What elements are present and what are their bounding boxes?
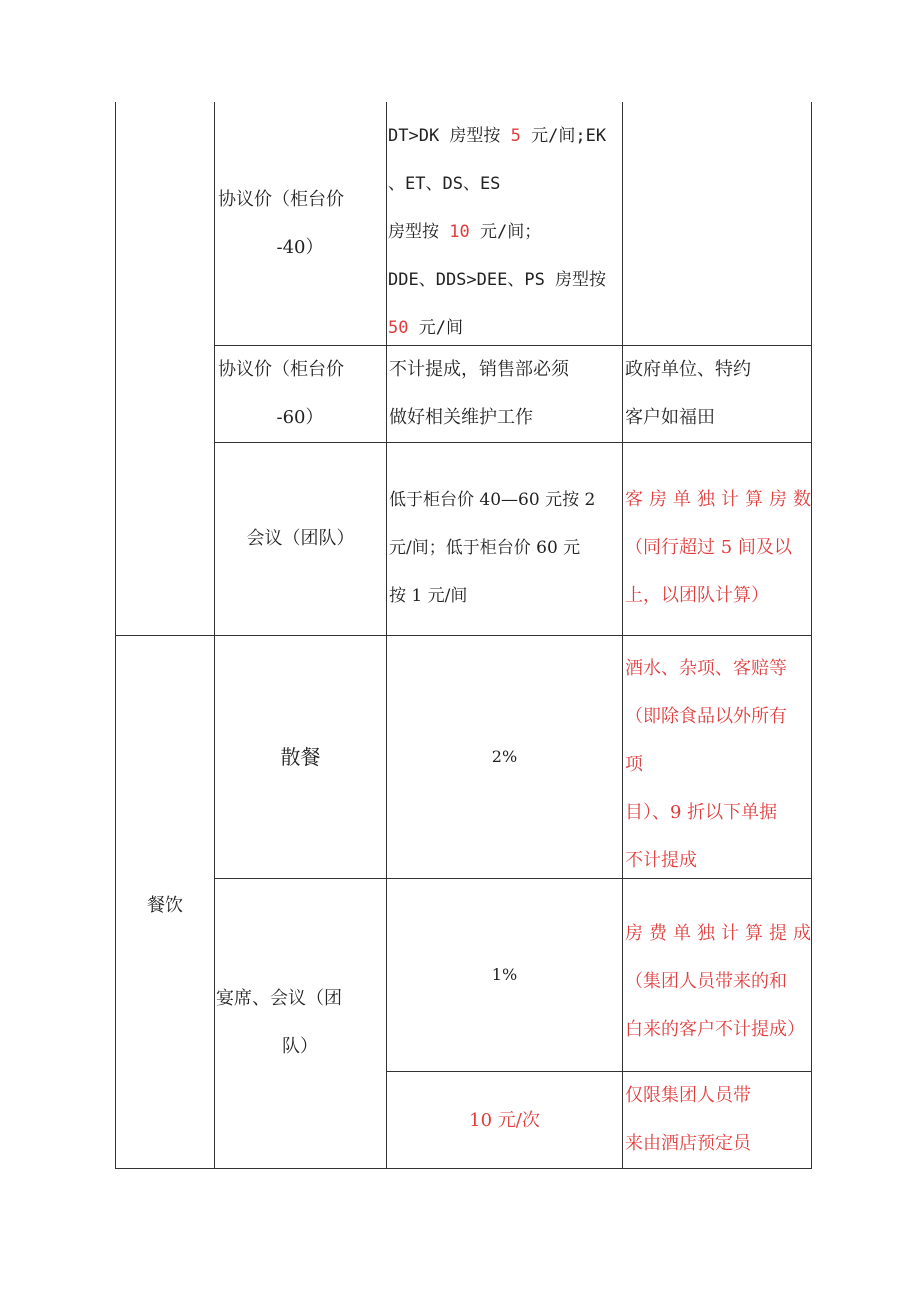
agreement-40-rule-line3: [388, 208, 620, 256]
banquet-label-line2: 队）: [282, 1036, 318, 1057]
rule-number-50: 50: [388, 318, 409, 338]
agreement-60-label-line2: -60）: [276, 407, 324, 428]
agreement-40-rule-line4: DDE、DDS>DEE、PS 房型按: [388, 270, 607, 290]
agreement-40-rule-line5: [388, 304, 620, 352]
a-la-carte-note: [625, 645, 811, 885]
a-la-carte-rate: 2%: [491, 747, 518, 766]
fixed-rate: 10 元/次: [469, 1110, 540, 1131]
row-divider-2: [214, 442, 812, 443]
agreement-60-label-line1: 协议价（柜台价: [218, 359, 344, 380]
rule-text: 元/间；: [469, 222, 542, 242]
rule-number-5: 5: [510, 126, 521, 146]
dining-category-label: 餐饮: [147, 895, 183, 916]
fixed-rate-note-line1: 仅限集团人员带: [625, 1085, 751, 1106]
banquet-rate: 1%: [491, 965, 518, 984]
meeting-group-rule-line2: 元/间；低于柜台价 60 元: [389, 538, 581, 558]
rule-text: DT>DK 房型按: [388, 126, 511, 146]
agreement-40-rule: [388, 112, 620, 352]
rule-text: 元/间: [408, 318, 463, 338]
a-la-carte-note-line3: 项: [625, 754, 643, 775]
a-la-carte-note-line5: 不计提成: [625, 850, 697, 871]
banquet-note-line2: （集团人员带来的和: [625, 971, 787, 992]
agreement-40-rule-line2: 、ET、DS、ES: [388, 174, 501, 194]
agreement-60-note-line2: 客户如福田: [625, 407, 715, 428]
meeting-group-note-line3: 上，以团队计算）: [625, 585, 769, 606]
meeting-group-note: [625, 476, 811, 620]
rule-text: 房型按: [388, 222, 450, 242]
meeting-group-rule-line1: 低于柜台价 40—60 元按 2: [389, 490, 596, 510]
rule-text: 元/间;EK: [520, 126, 607, 146]
meeting-group-rule-line3: 按 1 元/间: [389, 586, 468, 606]
meeting-group-note-line1: 客房单独计算房数: [625, 489, 811, 510]
agreement-60-note-line1: 政府单位、特约: [625, 359, 751, 380]
banquet-label: [216, 975, 384, 1071]
agreement-60-label: [218, 346, 382, 442]
agreement-60-rule-line1: 不计提成，销售部必须: [389, 359, 569, 380]
banquet-note-line3: 白来的客户不计提成）: [625, 1019, 805, 1040]
agreement-40-label-line1: 协议价（柜台价: [218, 189, 344, 210]
banquet-note: [625, 910, 811, 1054]
banquet-note-line1: 房费单独计算提成: [625, 923, 811, 944]
banquet-label-line1: 宴席、会议（团: [216, 988, 342, 1009]
fixed-rate-note: [625, 1072, 811, 1168]
table-border-bottom: [115, 1168, 812, 1169]
fixed-rate-note-line2: 来由酒店预定员: [625, 1133, 751, 1154]
rule-number-10: 10: [449, 222, 470, 242]
agreement-60-note: [625, 346, 809, 442]
agreement-40-label: [218, 176, 382, 272]
agreement-40-rule-line1: [388, 112, 620, 160]
a-la-carte-label: 散餐: [280, 745, 321, 769]
row-divider-3: [115, 635, 812, 636]
agreement-40-label-line2: -40）: [276, 237, 324, 258]
a-la-carte-note-line4: 目）、9 折以下单据: [625, 802, 778, 823]
agreement-60-rule: [389, 346, 619, 442]
meeting-group-rule: [389, 476, 621, 620]
agreement-60-rule-line2: 做好相关维护工作: [389, 407, 533, 428]
meeting-group-label: 会议（团队）: [246, 528, 355, 549]
a-la-carte-note-line1: 酒水、杂项、客赔等: [625, 658, 787, 679]
meeting-group-note-line2: （同行超过 5 间及以: [625, 537, 792, 558]
a-la-carte-note-line2: （即除食品以外所有: [625, 706, 787, 727]
